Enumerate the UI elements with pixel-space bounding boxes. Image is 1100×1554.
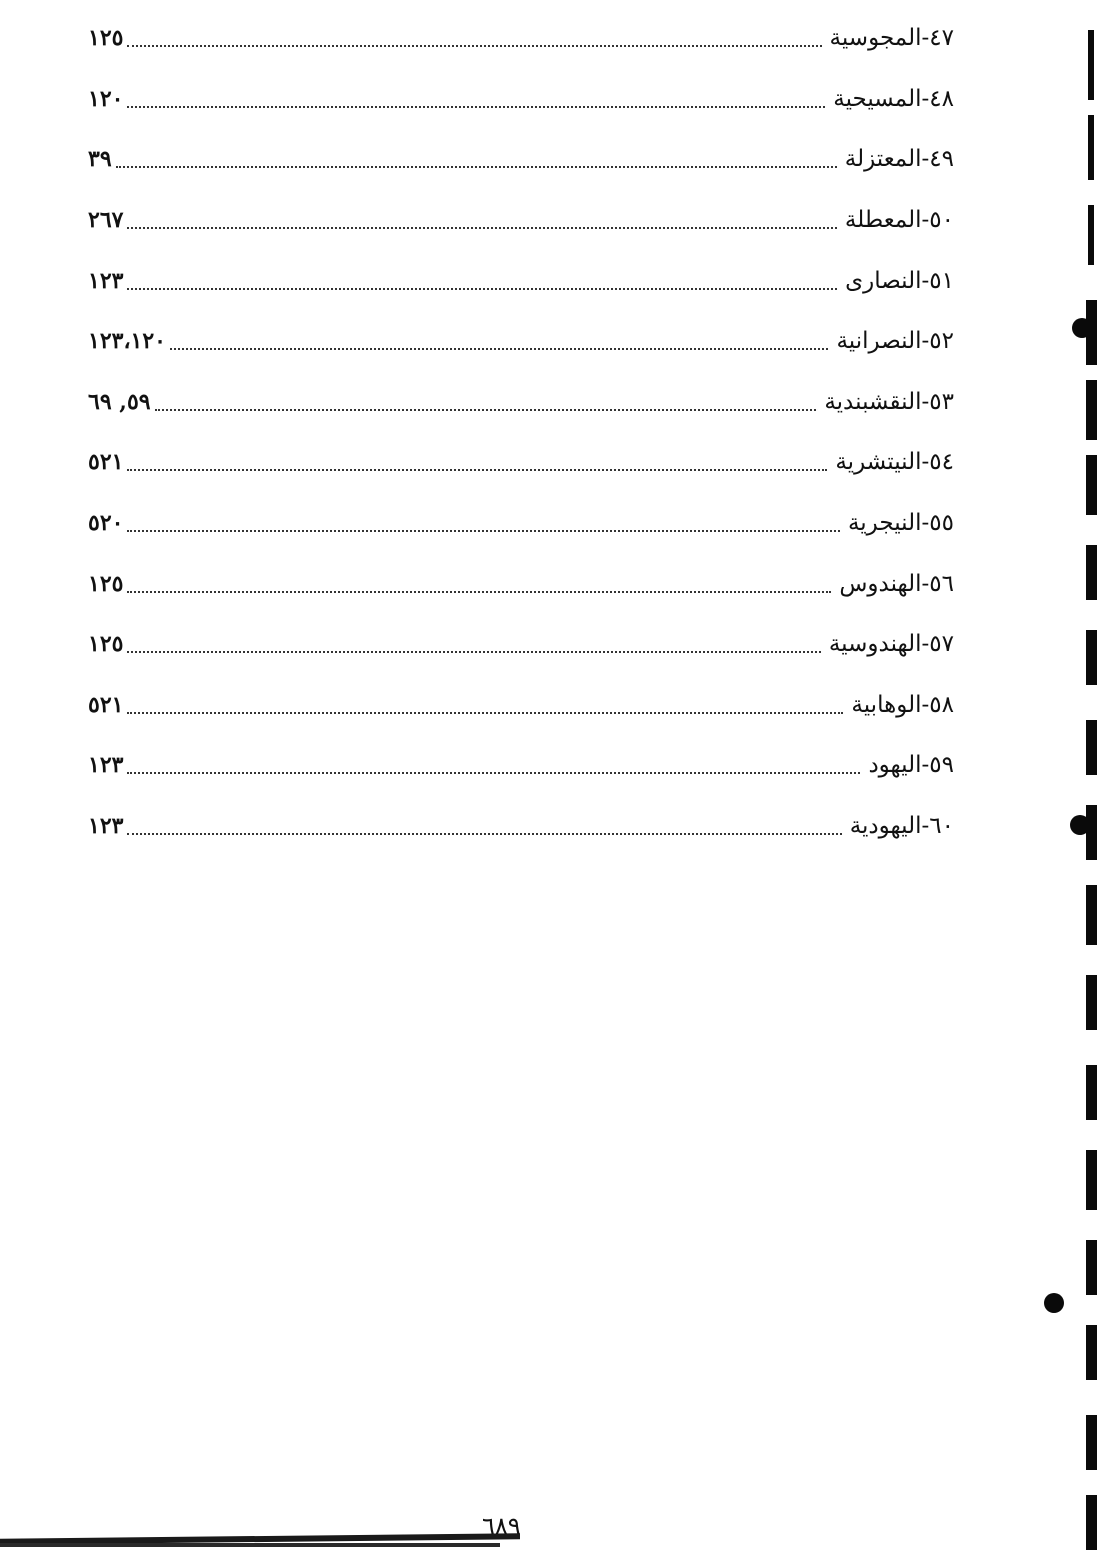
entry-pages: ٥٩, ٦٩ (88, 388, 151, 415)
dot-leader (127, 106, 825, 108)
binding-mark (1086, 1325, 1097, 1380)
dot-leader (116, 166, 837, 168)
index-entry (88, 250, 954, 311)
binding-mark (1086, 455, 1097, 515)
binding-mark (1086, 1150, 1097, 1210)
binding-mark (1086, 630, 1097, 685)
entry-label: ٤٩-المعتزلة (844, 146, 954, 173)
dot-leader (127, 833, 841, 835)
dot-leader (127, 227, 836, 229)
index-entry (88, 129, 954, 190)
dot-leader (127, 712, 843, 714)
binding-mark (1086, 975, 1097, 1030)
index-entry (88, 432, 954, 493)
binding-mark (1086, 1415, 1097, 1470)
entry-label: ٥٣-النقشبندية (824, 388, 954, 415)
scan-binding-edge (1070, 0, 1100, 1554)
index-entry (88, 311, 954, 372)
dot-leader (155, 409, 817, 411)
entry-label: ٥٥-النيجرية (847, 510, 954, 537)
index-entry (88, 69, 954, 130)
entry-pages: ١٢٣ (88, 267, 124, 294)
entry-pages: ١٢٣ (88, 752, 124, 779)
index-list (88, 8, 954, 856)
binding-mark (1086, 380, 1097, 440)
dot-leader (127, 772, 860, 774)
binding-mark (1086, 885, 1097, 945)
entry-label: ٥٩-اليهود (868, 752, 954, 779)
punch-hole-dot (1070, 815, 1090, 835)
index-entry (88, 614, 954, 675)
entry-label: ٥٢-النصرانية (836, 328, 954, 355)
dot-leader (127, 45, 821, 47)
index-entry (88, 8, 954, 69)
dot-leader (127, 651, 820, 653)
entry-pages: ١٢٠ (88, 85, 124, 112)
entry-label: ٥١-النصارى (845, 267, 954, 294)
index-entry (88, 493, 954, 554)
entry-label: ٥٦-الهندوس (839, 570, 954, 597)
page-number: ٦٨٩ (482, 1512, 521, 1540)
entry-pages: ١٢٣ (88, 813, 124, 840)
dot-leader (127, 530, 840, 532)
scan-edge-rule (0, 1543, 500, 1547)
entry-label: ٥٨-الوهابية (851, 691, 954, 718)
entry-label: ٥٠-المعطلة (844, 207, 954, 234)
punch-hole-dot (1072, 318, 1092, 338)
dot-leader (170, 348, 828, 350)
entry-pages: ٥٢٠ (88, 510, 124, 537)
entry-pages: ١٢٣،١٢٠ (88, 328, 166, 355)
dot-leader (127, 591, 831, 593)
entry-pages: ١٢٥ (88, 570, 124, 597)
entry-label: ٤٨-المسيحية (833, 85, 954, 112)
entry-label: ٦٠-اليهودية (849, 813, 954, 840)
entry-pages: ٥٢١ (88, 691, 124, 718)
entry-pages: ١٢٥ (88, 631, 124, 658)
index-entry (88, 372, 954, 433)
index-entry (88, 675, 954, 736)
binding-mark (1088, 115, 1094, 180)
entry-pages: ١٢٥ (88, 25, 124, 52)
binding-mark (1086, 1065, 1097, 1120)
dot-leader (127, 288, 837, 290)
index-entry (88, 190, 954, 251)
binding-mark (1086, 1495, 1097, 1550)
dot-leader (127, 469, 827, 471)
index-entry (88, 735, 954, 796)
entry-pages: ٣٩ (88, 146, 112, 173)
entry-label: ٥٤-النيتشرية (835, 449, 954, 476)
binding-mark (1088, 30, 1094, 100)
entry-label: ٤٧-المجوسية (829, 25, 954, 52)
entry-pages: ٢٦٧ (88, 207, 124, 234)
index-entry (88, 796, 954, 857)
binding-mark (1086, 720, 1097, 775)
index-entry (88, 553, 954, 614)
punch-hole-dot (1044, 1293, 1064, 1313)
entry-pages: ٥٢١ (88, 449, 124, 476)
entry-label: ٥٧-الهندوسية (828, 631, 954, 658)
binding-mark (1086, 1240, 1097, 1295)
binding-mark (1086, 545, 1097, 600)
binding-mark (1086, 805, 1097, 860)
binding-mark (1088, 205, 1094, 265)
